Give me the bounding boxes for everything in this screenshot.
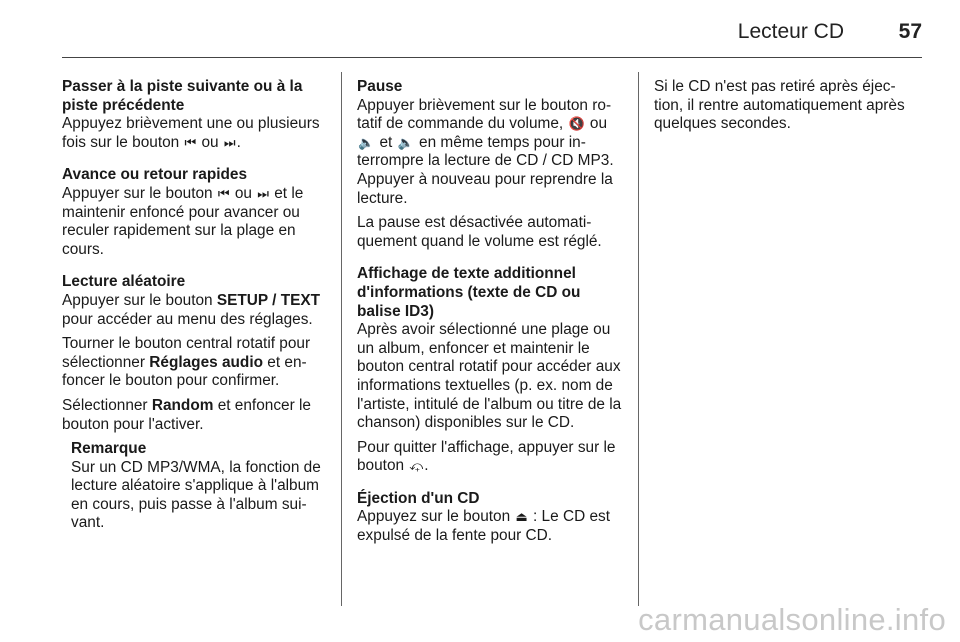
note-text: Sur un CD MP3/WMA, la fonction de lecture aléatoire s'applique à l'album en cours, puis passe à l'album sui-vant. bbox=[71, 458, 321, 532]
page-header bbox=[62, 18, 922, 58]
text: et le maintenir enfoncé pour avancer ou reculer rapidement sur la plage en cours. bbox=[62, 184, 304, 258]
setup-text-button-label: SETUP / TEXT bbox=[216, 291, 321, 309]
section-eject bbox=[357, 490, 625, 546]
text: ou bbox=[230, 184, 257, 202]
text: ou bbox=[585, 115, 608, 133]
column-3 bbox=[654, 78, 922, 140]
note-heading: Remarque bbox=[71, 440, 147, 458]
previous-track-icon: ⏮ bbox=[217, 185, 230, 201]
text: Appuyez sur le bouton bbox=[357, 508, 515, 526]
text: Appuyer sur le bouton bbox=[62, 184, 217, 202]
audio-settings-label: Réglages audio bbox=[149, 353, 264, 371]
section-random bbox=[62, 273, 326, 533]
text: . bbox=[236, 133, 241, 151]
back-icon: ⤽ bbox=[409, 458, 424, 474]
paragraph bbox=[357, 439, 625, 476]
text: et bbox=[375, 133, 397, 151]
text: . bbox=[424, 457, 429, 475]
section-heading: Passer à la piste suivante ou à la piste précédente bbox=[62, 78, 303, 114]
mute-icon: 🔇 bbox=[568, 116, 585, 132]
volume-icon: 🔈 bbox=[397, 134, 414, 150]
paragraph: Après avoir sélectionné une plage ou un album, enfoncer et maintenir le bouton central rotatif pour accéder aux informations textuelles (p. ex. nom de l'artiste, intitulé de l'album ou titre de la chanson) disponibles sur le CD. bbox=[357, 321, 622, 432]
text: Pour quitter l'affichage, appuyer sur le bouton bbox=[357, 438, 616, 475]
page-title: Lecteur CD bbox=[737, 20, 844, 43]
section-heading: Lecture aléatoire bbox=[62, 273, 186, 291]
paragraph: La pause est désactivée automati-quement quand le volume est réglé. bbox=[357, 214, 602, 250]
random-label: Random bbox=[151, 396, 214, 414]
section-track-skip bbox=[62, 78, 326, 152]
paragraph bbox=[62, 115, 326, 152]
note-box bbox=[62, 440, 326, 533]
column-2 bbox=[357, 78, 625, 560]
watermark: carmanualsonline.info bbox=[638, 602, 946, 637]
section-heading: Éjection d'un CD bbox=[357, 489, 480, 507]
column-1 bbox=[62, 78, 326, 547]
section-heading: Affichage de texte additionnel d'informations (texte de CD ou balise ID3) bbox=[357, 265, 581, 320]
text: Appuyez brièvement une ou plusieurs fois sur le bouton bbox=[62, 115, 320, 151]
paragraph bbox=[62, 397, 326, 434]
section-fast-forward bbox=[62, 166, 326, 259]
section-heading: Avance ou retour rapides bbox=[62, 166, 248, 184]
section-pause bbox=[357, 78, 625, 251]
text: Sélectionner bbox=[62, 396, 152, 414]
column-divider-2 bbox=[638, 72, 639, 606]
eject-icon: ⏏ bbox=[515, 509, 528, 525]
text: Appuyer brièvement sur le bouton ro-tatif de commande du volume, bbox=[357, 96, 612, 133]
paragraph bbox=[62, 335, 326, 391]
paragraph bbox=[62, 292, 326, 329]
paragraph bbox=[357, 97, 625, 209]
next-track-icon: ⏭ bbox=[257, 185, 269, 201]
page-number: 57 bbox=[898, 20, 922, 43]
volume-icon: 🔈 bbox=[358, 134, 375, 150]
section-heading: Pause bbox=[357, 78, 403, 95]
text: et enfoncer le bouton pour l'activer. bbox=[62, 396, 311, 433]
text: ou bbox=[197, 133, 223, 151]
previous-track-icon: ⏮ bbox=[184, 134, 197, 150]
section-additional-text bbox=[357, 265, 625, 476]
text: et en-foncer le bouton pour confirmer. bbox=[62, 353, 307, 390]
paragraph: Si le CD n'est pas retiré après éjec-tion, il rentre automatiquement après quelques secondes. bbox=[654, 78, 905, 133]
text: en même temps pour in-terrompre la lecture de CD / CD MP3. Appuyer à nouveau pour reprendre la lecture. bbox=[357, 133, 614, 207]
column-divider-1 bbox=[341, 72, 342, 606]
next-track-icon: ⏭ bbox=[223, 134, 236, 150]
paragraph bbox=[62, 185, 326, 259]
text: pour accéder au menu des réglages. bbox=[62, 310, 313, 328]
text: : Le CD est expulsé de la fente pour CD. bbox=[357, 508, 610, 545]
text: Appuyer sur le bouton bbox=[62, 291, 217, 309]
text: Tourner le bouton central rotatif pour sélectionner bbox=[62, 335, 311, 371]
header-divider bbox=[62, 57, 922, 58]
paragraph bbox=[357, 508, 625, 545]
